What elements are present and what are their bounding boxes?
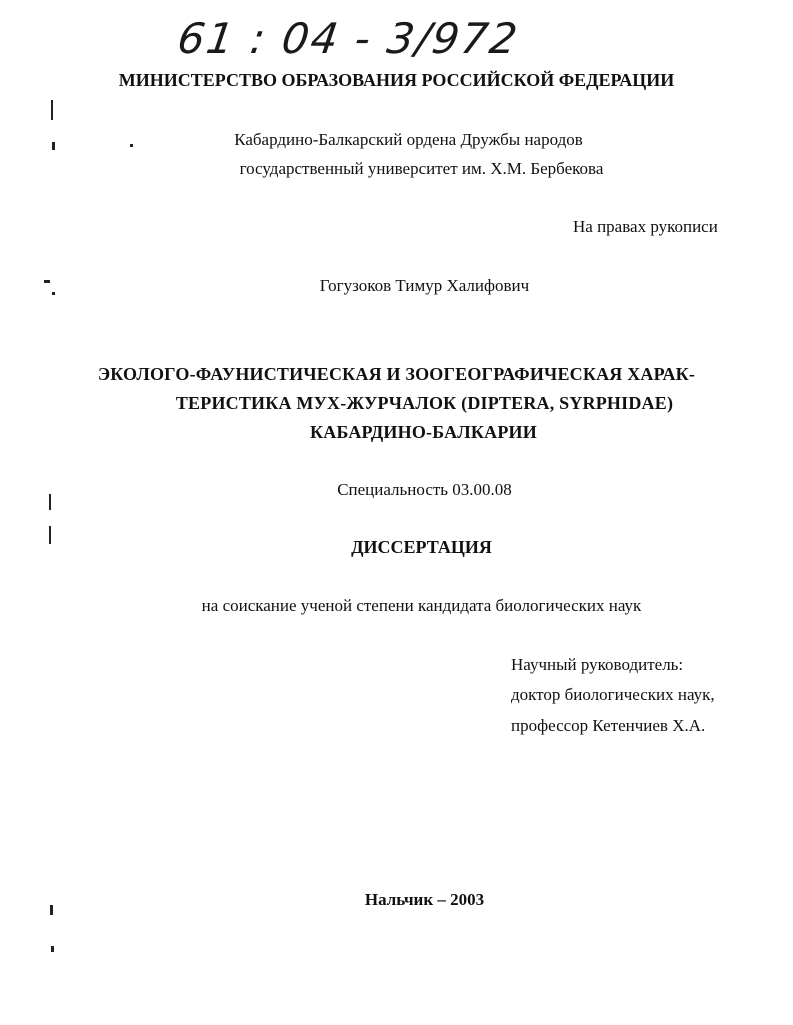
rights-note: На правах рукописи — [573, 217, 718, 236]
thesis-title-line-2: ТЕРИСТИКА МУХ-ЖУРЧАЛОК (DIPTERA, SYRPHIDAE) — [175, 393, 674, 413]
thesis-title-line-3: КАБАРДИНО-БАЛКАРИИ — [310, 422, 537, 442]
scan-artifact — [44, 280, 50, 283]
scan-artifact — [52, 292, 55, 295]
supervisor-degree: доктор биологических наук, — [511, 685, 715, 704]
degree-line: на соискание ученой степени кандидата биологических наук — [201, 596, 642, 615]
specialty: Специальность 03.00.08 — [337, 480, 512, 499]
author-name: Гогузоков Тимур Халифович — [319, 276, 530, 295]
thesis-title-line-1: ЭКОЛОГО-ФАУНИСТИЧЕСКАЯ И ЗООГЕОГРАФИЧЕСКАЯ ХАРАК- — [97, 364, 696, 384]
ministry-heading: МИНИСТЕРСТВО ОБРАЗОВАНИЯ РОССИЙСКОЙ ФЕДЕРАЦИИ — [118, 70, 675, 90]
university-line-1: Кабардино-Балкарский ордена Дружбы народов — [234, 130, 583, 149]
place-year: Нальчик – 2003 — [364, 890, 485, 909]
scan-artifact — [51, 100, 53, 120]
handwritten-archive-code: 61 : 04 - 3/972 — [174, 14, 523, 63]
university-line-2: государственный университет им. Х.М. Бербекова — [239, 159, 604, 178]
scan-artifact — [52, 142, 55, 150]
document-type: ДИССЕРТАЦИЯ — [351, 537, 492, 557]
scan-artifact — [49, 526, 51, 544]
supervisor-name: профессор Кетенчиев Х.А. — [511, 716, 706, 735]
scan-artifact — [49, 494, 51, 510]
supervisor-label: Научный руководитель: — [511, 655, 684, 674]
scan-artifact — [50, 905, 53, 915]
scan-artifact — [130, 144, 133, 147]
scan-artifact — [51, 946, 54, 952]
